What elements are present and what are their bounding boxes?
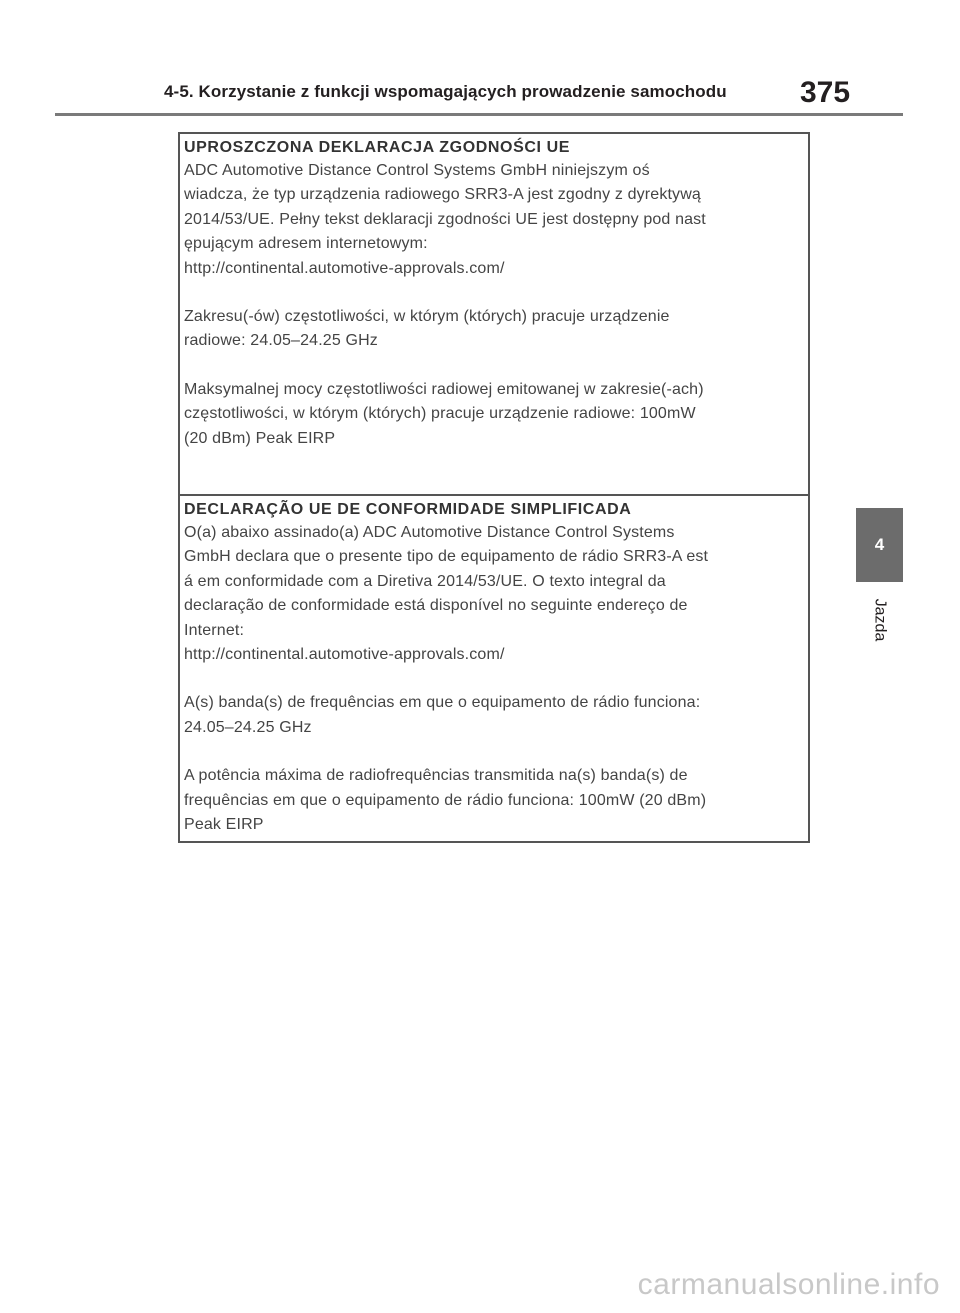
text-line: declaração de conformidade está disponível no seguinte endereço de — [184, 597, 688, 615]
text-line: frequências em que o equipamento de rádio funciona: 100mW (20 dBm) — [184, 791, 707, 809]
text-line: częstotliwości, w którym (których) pracuje urządzenie radiowe: 100mW — [184, 405, 696, 423]
header-rule — [55, 113, 903, 116]
text-line: A potência máxima de radiofrequências transmitida na(s) banda(s) de — [184, 767, 688, 785]
text-line: á em conformidade com a Diretiva 2014/53/UE. O texto integral da — [184, 572, 666, 590]
chapter-tab — [856, 508, 903, 582]
text-line: 24.05–24.25 GHz — [184, 718, 312, 736]
watermark: carmanualsonline.info — [637, 1268, 940, 1301]
chapter-name: Jazda — [871, 598, 889, 642]
text-line: ADC Automotive Distance Control Systems GmbH niniejszym oś — [184, 162, 650, 179]
url-text: http://continental.automotive-approvals.com/ — [184, 259, 505, 277]
text-line: O(a) abaixo assinado(a) ADC Automotive Distance Control Systems — [184, 524, 675, 541]
declaration-title: UPROSZCZONA DEKLARACJA ZGODNOŚCI UE — [184, 139, 571, 156]
section-heading: 4-5. Korzystanie z funkcji wspomagających prowadzenie samochodu — [164, 82, 727, 101]
declaration-portuguese — [180, 494, 808, 843]
declaration-box — [178, 132, 810, 843]
url-text: http://continental.automotive-approvals.com/ — [184, 646, 505, 664]
chapter-label — [856, 592, 903, 648]
text-line: A(s) banda(s) de frequências em que o equipamento de rádio funciona: — [184, 694, 701, 712]
text-line: GmbH declara que o presente tipo de equipamento de rádio SRR3-A est — [184, 548, 709, 566]
text-line: Internet: — [184, 621, 245, 639]
text-line: wiadcza, że typ urządzenia radiowego SRR3-A jest zgodny z dyrektywą — [184, 186, 701, 204]
text-line: ępującym adresem internetowym: — [184, 235, 428, 253]
declaration-title: DECLARAÇÃO UE DE CONFORMIDADE SIMPLIFICADA — [184, 501, 632, 518]
text-line: Maksymalnej mocy częstotliwości radiowej emitowanej w zakresie(-ach) — [184, 380, 704, 398]
text-line: (20 dBm) Peak EIRP — [184, 429, 336, 447]
text-line: Peak EIRP — [184, 816, 264, 834]
declaration-polish — [180, 134, 808, 494]
text-line: 2014/53/UE. Pełny tekst deklaracji zgodności UE jest dostępny pod nast — [184, 210, 706, 228]
text-line: radiowe: 24.05–24.25 GHz — [184, 332, 378, 350]
text-line: Zakresu(-ów) częstotliwości, w którym (których) pracuje urządzenie — [184, 308, 670, 326]
page-number: 375 — [800, 76, 851, 109]
chapter-number: 4 — [874, 535, 885, 554]
